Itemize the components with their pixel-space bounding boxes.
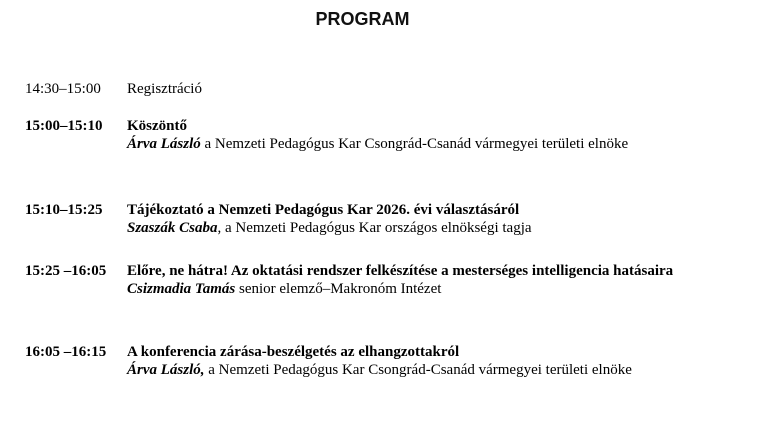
item-speaker xyxy=(127,135,667,153)
item-speaker xyxy=(127,219,697,237)
item-time: 15:10–15:25 xyxy=(25,202,103,218)
item-title: Regisztráció xyxy=(127,81,202,97)
item-time: 15:00–15:10 xyxy=(25,118,103,134)
speaker-name: Árva László xyxy=(127,136,201,152)
speaker-role: a Nemzeti Pedagógus Kar Csongrád-Csanád vármegyei területi elnöke xyxy=(200,136,629,152)
item-content xyxy=(127,343,697,379)
speaker-role: senior elemző–Makronóm Intézet xyxy=(235,281,442,297)
speaker-name: Árva László, xyxy=(127,362,205,378)
page-title: PROGRAM xyxy=(315,9,410,29)
item-time: 14:30–15:00 xyxy=(25,81,101,97)
speaker-name: Szaszák Csaba xyxy=(127,220,218,236)
item-content xyxy=(127,201,697,237)
item-time: 16:05 –16:15 xyxy=(25,344,107,360)
item-content xyxy=(127,262,702,298)
item-content xyxy=(127,80,697,98)
item-title: Tájékoztató a Nemzeti Pedagógus Kar 2026. évi választásáról xyxy=(127,202,520,218)
item-title: A konferencia zárása-beszélgetés az elhangzottakról xyxy=(127,344,460,360)
item-speaker xyxy=(127,280,702,298)
item-content xyxy=(127,117,697,153)
item-title: Köszöntő xyxy=(127,118,187,134)
speaker-role: , a Nemzeti Pedagógus Kar országos elnökségi tagja xyxy=(217,220,532,236)
item-speaker xyxy=(127,361,667,379)
speaker-name: Csizmadia Tamás xyxy=(127,281,236,297)
item-time: 15:25 –16:05 xyxy=(25,263,107,279)
speaker-role: a Nemzeti Pedagógus Kar Csongrád-Csanád vármegyei területi elnöke xyxy=(204,362,632,378)
item-title: Előre, ne hátra! Az oktatási rendszer felkészítése a mesterséges intelligencia hatásaira xyxy=(127,263,674,279)
